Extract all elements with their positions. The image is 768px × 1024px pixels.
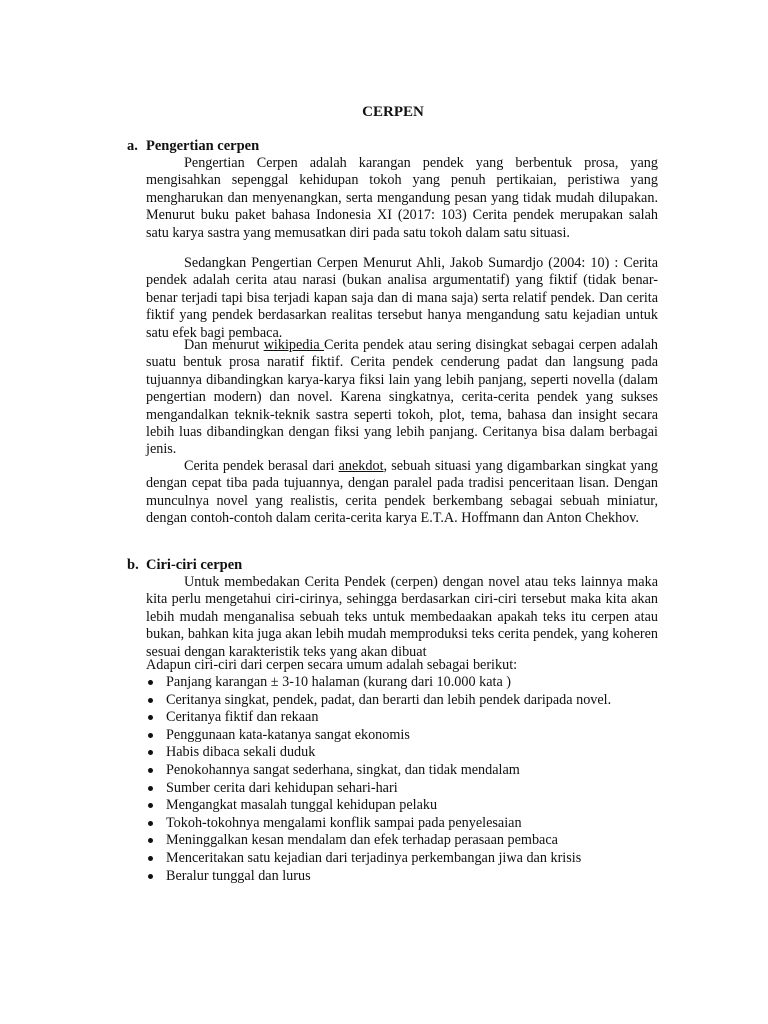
- section-a-marker: a.: [127, 138, 138, 154]
- list-item: Tokoh-tokohnya mengalami konflik sampai pada penyelesaian: [146, 815, 676, 833]
- bullet-icon: [148, 803, 153, 808]
- section-a-paragraph-4-start: Cerita pendek berasal dari: [184, 458, 339, 474]
- list-item: Habis dibaca sekali duduk: [146, 744, 676, 762]
- section-a-heading: [127, 138, 259, 155]
- bullet-icon: [148, 698, 153, 703]
- section-a-paragraph-3: [146, 337, 658, 459]
- section-a-paragraph-3-rest: Cerita pendek atau sering disingkat sebagai cerpen adalah suatu bentuk prosa naratif fiktif. Cerita pendek cenderung padat dan langsung pada tujuannya dibandingkan karya-karya fiksi lain yang lebih panjang, seperti novella (dalam pengertian modern) dan novel. Karena singkatnya, cerita-cerita pendek yang sukses mengandalkan teknik-teknik sastra seperti tokoh, plot, tema, bahasa dan insight secara lebih luas dibandingkan dengan fiksi yang lebih panjang. Ceritanya bisa dalam berbagai jenis.: [146, 337, 658, 458]
- bullet-icon: [148, 715, 153, 720]
- bullet-icon: [148, 821, 153, 826]
- section-b-heading: [127, 557, 242, 574]
- list-item: Penggunaan kata-katanya sangat ekonomis: [146, 727, 676, 745]
- section-b-title: Ciri-ciri cerpen: [146, 557, 243, 573]
- bullet-icon: [148, 680, 153, 685]
- list-item: Menceritakan satu kejadian dari terjadinya perkembangan jiwa dan krisis: [146, 850, 676, 868]
- bullet-icon: [148, 750, 153, 755]
- list-item: Beralur tunggal dan lurus: [146, 868, 676, 886]
- section-a-paragraph-4-rest: , sebuah situasi yang digambarkan singkat yang dengan cepat tiba pada tujuannya, dengan paralel pada tradisi penceritaan lisan. Dengan munculnya novel yang realistis, cerita pendek berkembang sebagai sebuah miniatur, dengan contoh-contoh dalam cerita-cerita karya E.T.A. Hoffmann dan Anton Chekhov.: [146, 458, 658, 527]
- section-b-paragraph-1: Untuk membedakan Cerita Pendek (cerpen) dengan novel atau teks lainnya maka kita perlu mengetahui ciri-cirinya, sehingga berdasarkan ciri-ciri tersebut maka kita akan lebih mudah menganalisa sebuah teks untuk membedaakan apakah teks itu cerpen atau bukan, bahkan kita juga akan lebih mudah memproduksi teks cerita pendek, yang koheren sesuai dengan karakteristik teks yang akan dibuat: [146, 574, 658, 660]
- section-a-title: Pengertian cerpen: [146, 138, 260, 154]
- list-item: Sumber cerita dari kehidupan sehari-hari: [146, 780, 676, 798]
- section-b-paragraph-2: Adapun ciri-ciri dari cerpen secara umum adalah sebagai berikut:: [146, 657, 518, 673]
- section-a-paragraph-3-start: Dan menurut: [184, 337, 264, 353]
- list-item: Penokohannya sangat sederhana, singkat, dan tidak mendalam: [146, 762, 676, 780]
- section-a-paragraph-4: [146, 458, 658, 528]
- list-item: Mengangkat masalah tunggal kehidupan pelaku: [146, 797, 676, 815]
- bullet-icon: [148, 733, 153, 738]
- characteristics-list: [146, 674, 676, 885]
- wikipedia-link[interactable]: wikipedia: [263, 337, 325, 353]
- section-a-paragraph-1: Pengertian Cerpen adalah karangan pendek yang berbentuk prosa, yang mengisahkan sepenggal kehidupan tokoh yang penuh pertikaian, peristiwa yang mengharukan dan menyenangkan, serta mengandung pesan yang tidak mudah dilupakan. Menurut buku paket bahasa Indonesia XI (2017: 103) Cerita pendek merupakan salah satu karya sastra yang memusatkan diri pada satu tokoh dalam satu situasi.: [146, 155, 658, 241]
- list-item: Panjang karangan ± 3-10 halaman (kurang dari 10.000 kata ): [146, 674, 676, 692]
- bullet-icon: [148, 856, 153, 861]
- bullet-icon: [148, 874, 153, 879]
- bullet-icon: [148, 786, 153, 791]
- bullet-icon: [148, 838, 153, 843]
- list-item: Meninggalkan kesan mendalam dan efek terhadap perasaan pembaca: [146, 832, 676, 850]
- anekdot-link[interactable]: anekdot: [338, 458, 384, 474]
- list-item: Ceritanya singkat, pendek, padat, dan berarti dan lebih pendek daripada novel.: [146, 692, 676, 710]
- document-title: CERPEN: [362, 104, 424, 120]
- section-b-marker: b.: [127, 557, 139, 573]
- bullet-icon: [148, 768, 153, 773]
- list-item: Ceritanya fiktif dan rekaan: [146, 709, 676, 727]
- section-a-paragraph-2: Sedangkan Pengertian Cerpen Menurut Ahli, Jakob Sumardjo (2004: 10) : Cerita pendek adalah cerita atau narasi (bukan analisa argumentatif) yang fiktif (tidak benar- benar terjadi tapi bisa terjadi kapan saja dan di mana saja) serta relatif pendek. Dan cerita fiktif yang pendek berdasarkan realitas tersebut hanya mengandung satu kejadian untuk satu efek bagi pembaca.: [146, 255, 658, 341]
